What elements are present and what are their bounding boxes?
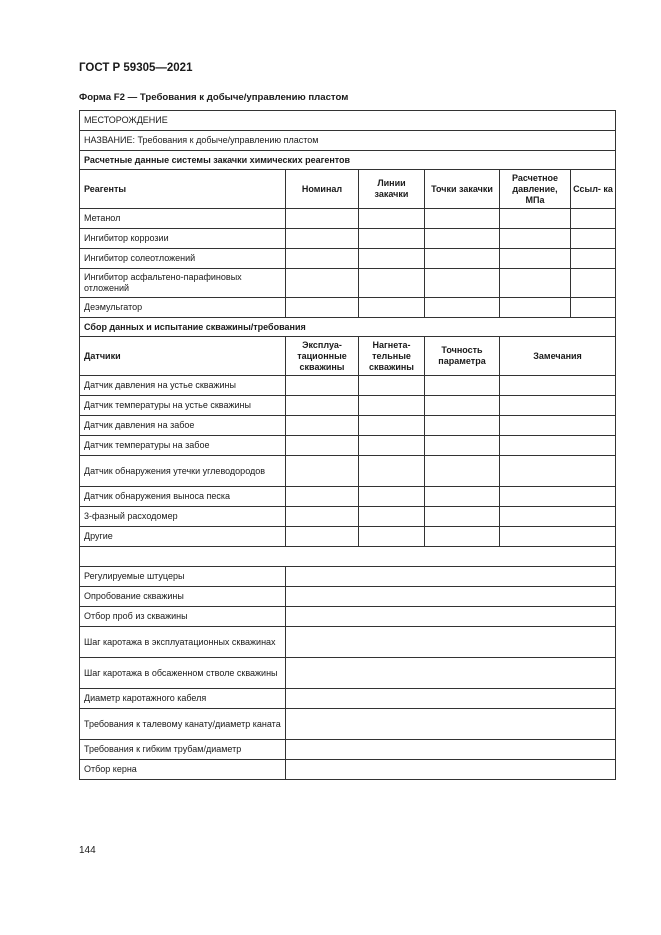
column-header: Линии закачки <box>359 170 425 209</box>
row-label: Шаг каротажа в обсаженном стволе скважины <box>80 658 286 689</box>
row-label: Отбор проб из скважины <box>80 607 286 627</box>
row-label: 3-фазный расходомер <box>80 507 286 527</box>
column-header: Точки закачки <box>425 170 500 209</box>
column-header: Расчетное давление, МПа <box>500 170 571 209</box>
standard-code: ГОСТ Р 59305—2021 <box>79 62 193 74</box>
row-label: Регулируемые штуцеры <box>80 567 286 587</box>
row-label: Другие <box>80 527 286 547</box>
column-header: Нагнета- тельные скважины <box>359 337 425 376</box>
row-label: Шаг каротажа в эксплуатационных скважинах <box>80 627 286 658</box>
row-label: Датчик обнаружения выноса песка <box>80 487 286 507</box>
requirements-table <box>79 110 616 780</box>
row-label: Требования к гибким трубам/диаметр <box>80 740 286 760</box>
row-label: Опробование скважины <box>80 587 286 607</box>
row-label: Датчик температуры на забое <box>80 436 286 456</box>
row-label: Ингибитор коррозии <box>80 229 286 249</box>
column-header: Номинал <box>286 170 359 209</box>
column-header: Ссыл- ка <box>571 170 616 209</box>
row-label: Датчик температуры на устье скважины <box>80 396 286 416</box>
name-label: НАЗВАНИЕ: Требования к добыче/управлению пластом <box>80 131 616 151</box>
row-label: Ингибитор солеотложений <box>80 249 286 269</box>
page-number: 144 <box>79 845 96 856</box>
field-label: МЕСТОРОЖДЕНИЕ <box>80 111 616 131</box>
section-title: Сбор данных и испытание скважины/требования <box>80 318 616 337</box>
row-label: Метанол <box>80 209 286 229</box>
row-label: Диаметр каротажного кабеля <box>80 689 286 709</box>
row-label: Датчик обнаружения утечки углеводородов <box>80 456 286 487</box>
column-header: Реагенты <box>80 170 286 209</box>
column-header: Датчики <box>80 337 286 376</box>
row-label: Деэмульгатор <box>80 298 286 318</box>
row-label: Датчик давления на устье скважины <box>80 376 286 396</box>
form-title: Форма F2 — Требования к добыче/управлению пластом <box>79 92 349 103</box>
row-label: Требования к талевому канату/диаметр каната <box>80 709 286 740</box>
section-title: Расчетные данные системы закачки химических реагентов <box>80 151 616 170</box>
column-header: Эксплуа- тационные скважины <box>286 337 359 376</box>
column-header: Замечания <box>500 337 616 376</box>
column-header: Точность параметра <box>425 337 500 376</box>
spacer-row <box>80 547 616 567</box>
row-label: Отбор керна <box>80 760 286 780</box>
row-label: Датчик давления на забое <box>80 416 286 436</box>
row-label: Ингибитор асфальтено-парафиновых отложений <box>80 269 286 298</box>
